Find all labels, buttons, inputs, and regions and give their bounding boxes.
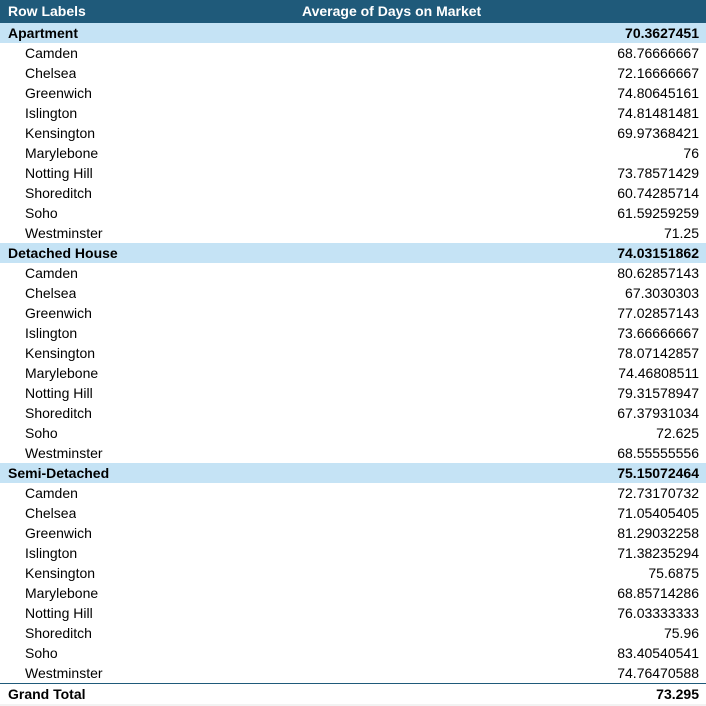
- row-value: 78.07142857: [617, 345, 699, 361]
- row-value: 74.80645161: [617, 85, 699, 101]
- pivot-header-row: [0, 0, 706, 23]
- row-label: Islington: [25, 545, 78, 561]
- table-row[interactable]: [0, 103, 706, 123]
- table-row[interactable]: [0, 283, 706, 303]
- row-label: Notting Hill: [25, 385, 93, 401]
- table-row[interactable]: [0, 403, 706, 423]
- row-label: Camden: [25, 45, 78, 61]
- value-field-header[interactable]: Average of Days on Market: [302, 3, 482, 19]
- table-row[interactable]: [0, 543, 706, 563]
- table-row[interactable]: [0, 383, 706, 403]
- row-label: Marylebone: [25, 585, 99, 601]
- group-row[interactable]: [0, 463, 706, 483]
- grand-total-row[interactable]: [0, 683, 706, 704]
- table-row[interactable]: [0, 363, 706, 383]
- row-label: Islington: [25, 325, 78, 341]
- group-row[interactable]: [0, 23, 706, 43]
- row-label: Kensington: [25, 125, 96, 141]
- row-label: Shoreditch: [25, 405, 92, 421]
- row-label: Camden: [25, 265, 78, 281]
- row-value: 71.05405405: [617, 505, 699, 521]
- row-label: Soho: [25, 205, 58, 221]
- row-value: 80.62857143: [617, 265, 699, 281]
- table-row[interactable]: [0, 223, 706, 243]
- row-label: Islington: [25, 105, 78, 121]
- row-value: 75.96: [663, 625, 699, 641]
- row-label: Westminster: [25, 445, 103, 461]
- row-label: Chelsea: [25, 285, 77, 301]
- row-value: 83.40540541: [617, 645, 699, 661]
- row-value: 81.29032258: [617, 525, 699, 541]
- row-value: 68.85714286: [617, 585, 699, 601]
- grand-total-value: 73.295: [656, 686, 699, 702]
- row-value: 68.55555556: [617, 445, 699, 461]
- group-label: Detached House: [8, 245, 118, 261]
- table-row[interactable]: [0, 343, 706, 363]
- row-label: Camden: [25, 485, 78, 501]
- table-row[interactable]: [0, 303, 706, 323]
- table-row[interactable]: [0, 503, 706, 523]
- row-label: Kensington: [25, 345, 96, 361]
- row-value: 79.31578947: [617, 385, 699, 401]
- table-row[interactable]: [0, 183, 706, 203]
- row-value: 76.03333333: [617, 605, 699, 621]
- table-row[interactable]: [0, 123, 706, 143]
- table-row[interactable]: [0, 323, 706, 343]
- table-row[interactable]: [0, 83, 706, 103]
- row-label: Westminster: [25, 665, 103, 681]
- row-label: Marylebone: [25, 145, 99, 161]
- row-value: 71.38235294: [617, 545, 699, 561]
- group-value: 70.3627451: [625, 25, 699, 41]
- row-value: 72.16666667: [617, 65, 699, 81]
- table-row[interactable]: [0, 583, 706, 603]
- table-row[interactable]: [0, 163, 706, 183]
- row-label: Notting Hill: [25, 165, 93, 181]
- table-row[interactable]: [0, 623, 706, 643]
- row-label: Soho: [25, 425, 58, 441]
- table-row[interactable]: [0, 563, 706, 583]
- row-label: Shoreditch: [25, 625, 92, 641]
- row-value: 74.76470588: [617, 665, 699, 681]
- row-value: 67.3030303: [625, 285, 699, 301]
- table-row[interactable]: [0, 203, 706, 223]
- table-row[interactable]: [0, 663, 706, 683]
- row-labels-header[interactable]: Row Labels: [8, 3, 86, 19]
- group-value: 75.15072464: [617, 465, 699, 481]
- row-label: Chelsea: [25, 505, 77, 521]
- row-value: 67.37931034: [617, 405, 699, 421]
- row-value: 68.76666667: [617, 45, 699, 61]
- row-value: 76: [683, 145, 699, 161]
- group-value: 74.03151862: [617, 245, 699, 261]
- row-value: 71.25: [663, 225, 699, 241]
- group-label: Semi-Detached: [8, 465, 110, 481]
- row-value: 72.73170732: [617, 485, 699, 501]
- table-row[interactable]: [0, 603, 706, 623]
- row-value: 72.625: [656, 425, 699, 441]
- row-value: 61.59259259: [617, 205, 699, 221]
- row-value: 69.97368421: [617, 125, 699, 141]
- table-row[interactable]: [0, 483, 706, 503]
- table-row[interactable]: [0, 643, 706, 663]
- row-label: Chelsea: [25, 65, 77, 81]
- table-row[interactable]: [0, 63, 706, 83]
- row-value: 74.81481481: [617, 105, 699, 121]
- table-row[interactable]: [0, 143, 706, 163]
- row-value: 77.02857143: [617, 305, 699, 321]
- row-label: Greenwich: [25, 85, 92, 101]
- row-label: Westminster: [25, 225, 103, 241]
- table-row[interactable]: [0, 523, 706, 543]
- group-row[interactable]: [0, 243, 706, 263]
- row-label: Soho: [25, 645, 58, 661]
- row-label: Greenwich: [25, 305, 92, 321]
- row-value: 73.78571429: [617, 165, 699, 181]
- grand-total-label: Grand Total: [8, 686, 86, 702]
- row-value: 60.74285714: [617, 185, 699, 201]
- row-value: 75.6875: [648, 565, 699, 581]
- row-value: 74.46808511: [618, 365, 699, 381]
- row-label: Shoreditch: [25, 185, 92, 201]
- table-row[interactable]: [0, 423, 706, 443]
- table-row[interactable]: [0, 443, 706, 463]
- group-label: Apartment: [8, 25, 79, 41]
- row-value: 73.66666667: [617, 325, 699, 341]
- table-row[interactable]: [0, 263, 706, 283]
- row-label: Notting Hill: [25, 605, 93, 621]
- row-label: Marylebone: [25, 365, 99, 381]
- table-row[interactable]: [0, 43, 706, 63]
- row-label: Greenwich: [25, 525, 92, 541]
- row-label: Kensington: [25, 565, 96, 581]
